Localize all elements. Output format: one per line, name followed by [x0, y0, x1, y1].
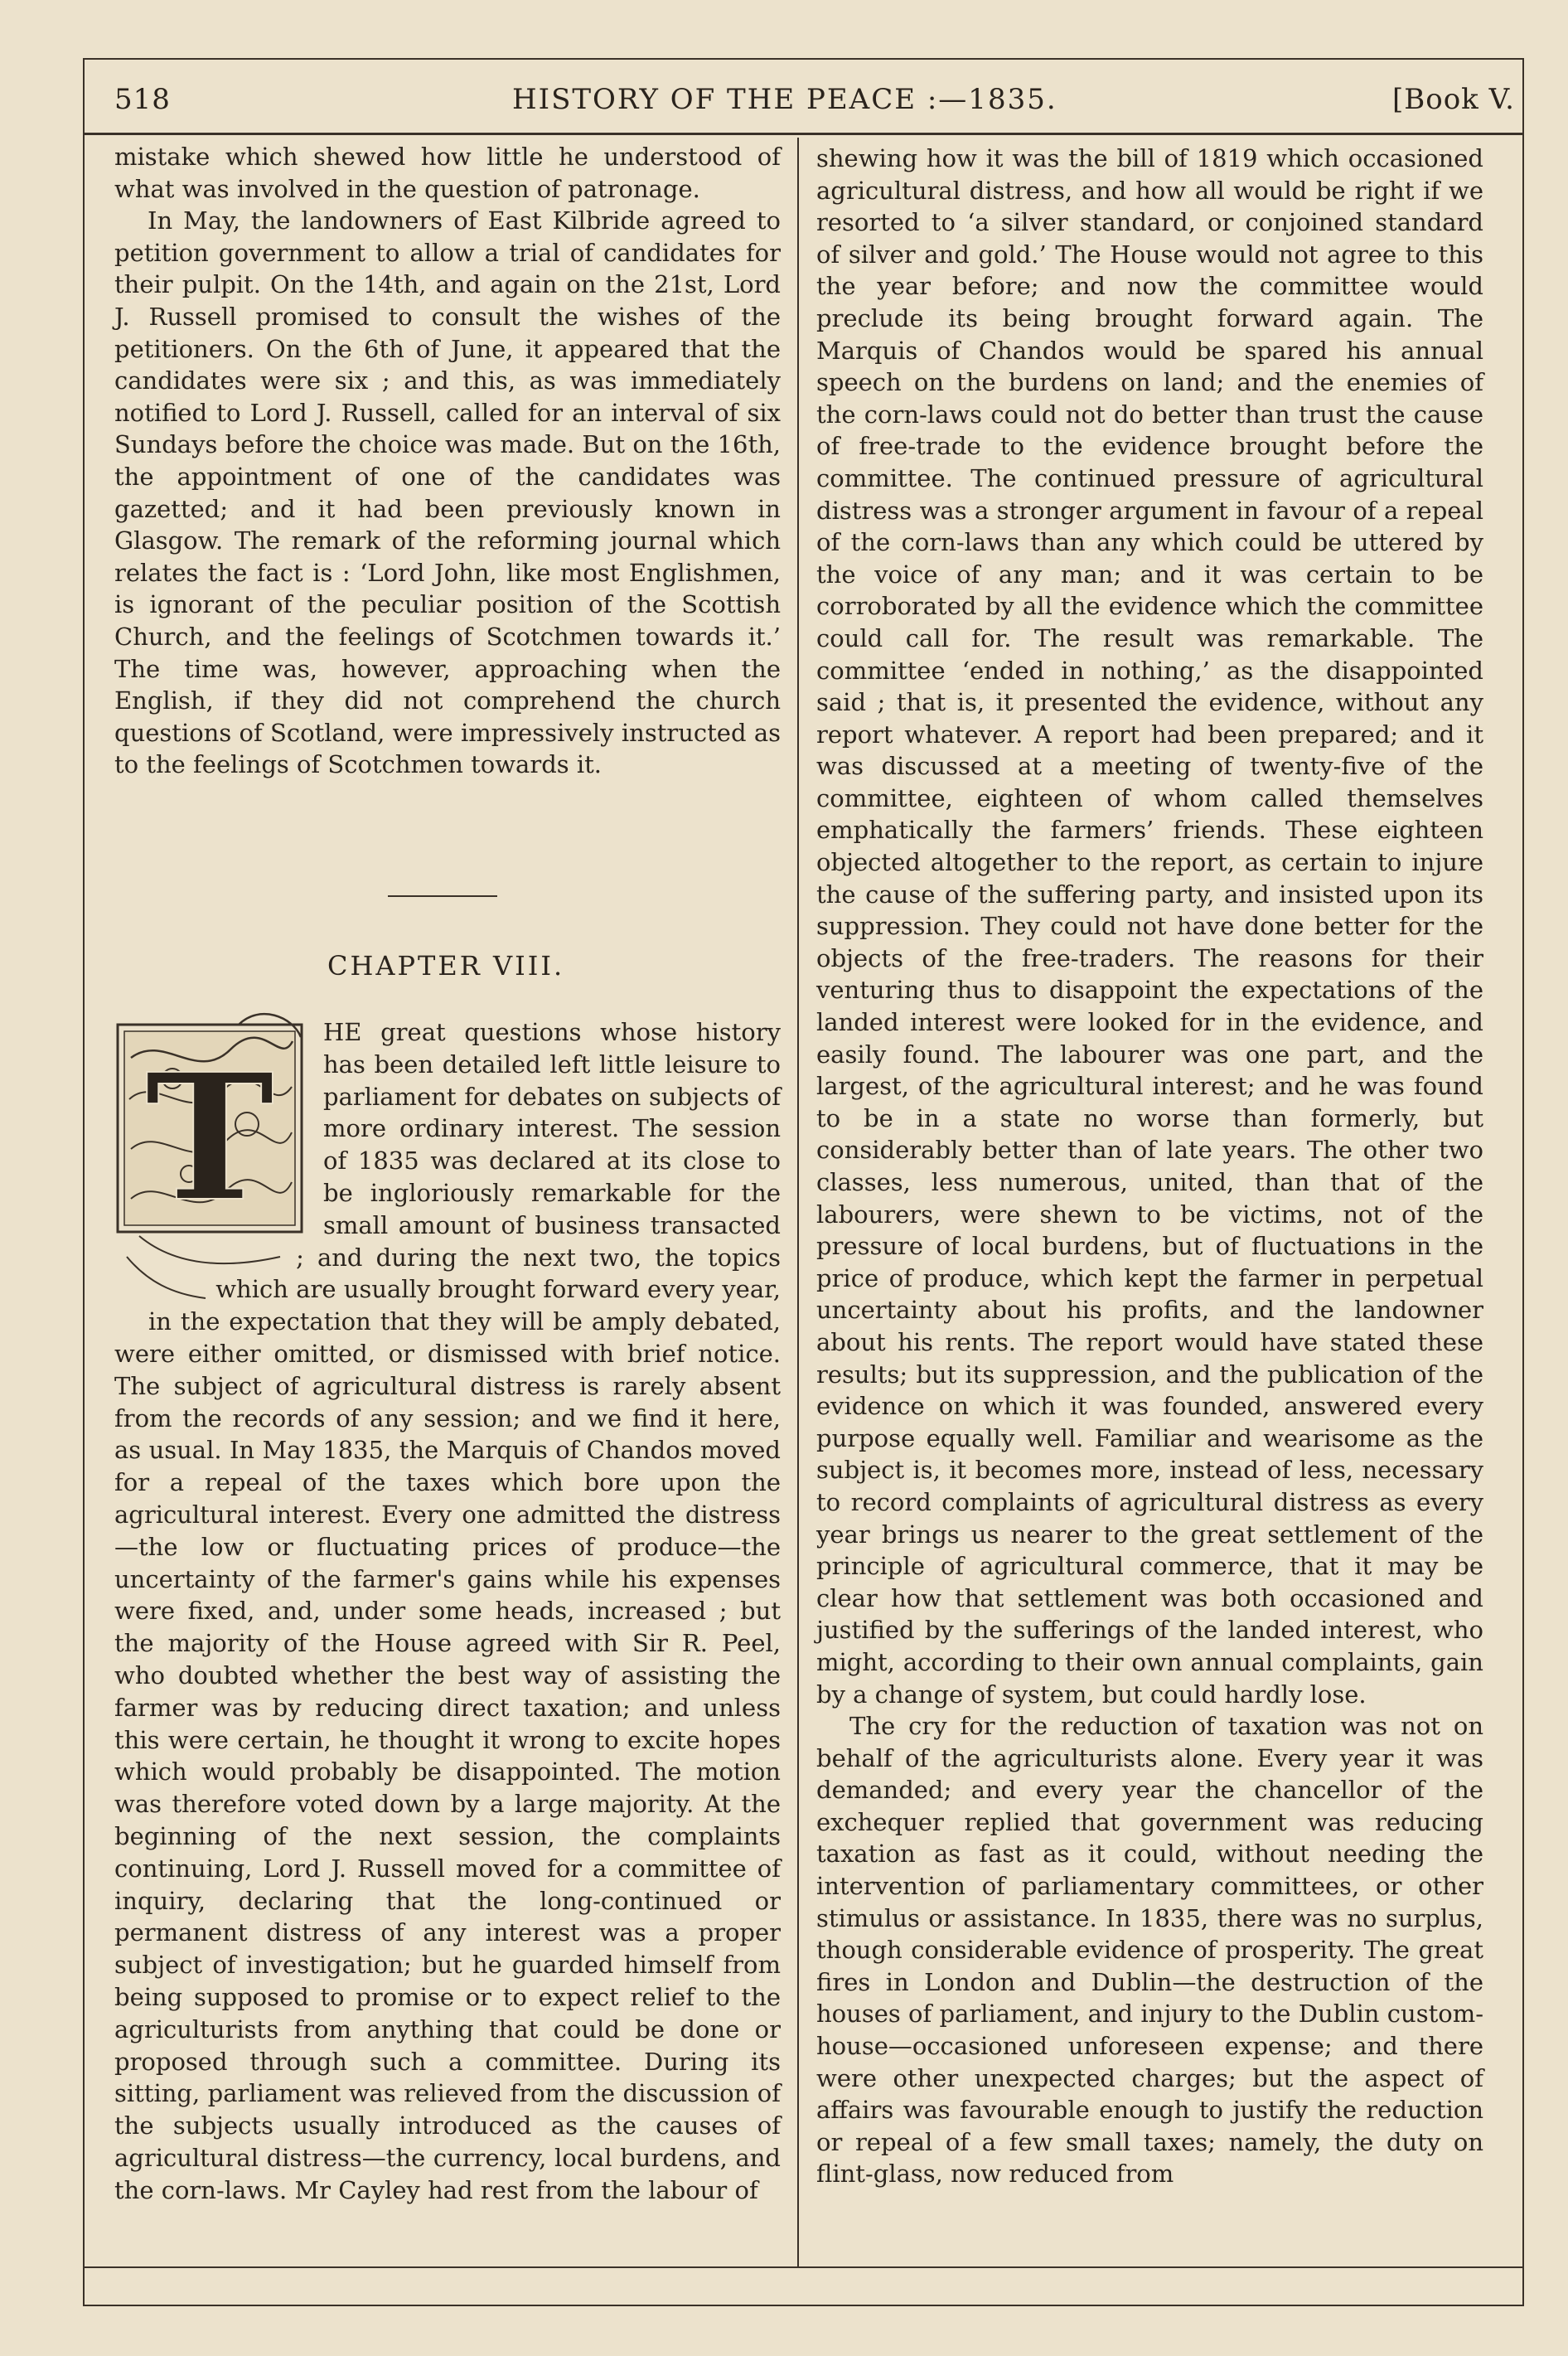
chapter-heading: CHAPTER VIII. [327, 950, 565, 982]
svg-text:T: T [144, 1035, 275, 1240]
running-header [114, 83, 1515, 133]
right-column [816, 143, 1483, 2190]
book-label: [Book V. [1391, 83, 1515, 116]
right-paragraph-1: shewing how it was the bill of 1819 which occasioned agricultural distress, and how all would be right if we resorted to ‘a silver standard, or conjoined standard of silver and gold.’ The House would not agree to this the year before; and now the committee would preclude its being brought forward again. The Marquis of Chandos would be spared his annual speech on the burdens on land; and the enemies of the corn-laws could not do better than trust the cause of free-trade to the evidence brought before the committee. The continued pressure of agricultural distress was a stronger argument in favour of a repeal of the corn-laws than any which could be uttered by the voice of any man; and it was certain to be corroborated by all the evidence which the committee could call for. The result was remarkable. The committee ‘ended in nothing,’ as the disappointed said ; that is, it presented the evidence, without any report whatever. A report had been prepared; and it was discussed at a meeting of twenty-five of the committee, eighteen of whom called themselves emphatically the farmers’ friends. These eighteen objected altogether to the report, as certain to injure the cause of the suffering party, and insisted upon its suppression. They could not have done better for the objects of the free-traders. The reasons for their venturing thus to disappoint the expectations of the landed interest were looked for in the evidence, and easily found. The labourer was one part, and the largest, of the agricultural interest; and he was found to be in a state no worse than formerly, but considerably better than of late years. The other two classes, less numerous, united, than that of the labourers, were shewn to be victims, not of the pressure of local burdens, but of fluctuations in the price of produce, which kept the farmer in perpetual uncertainty about his profits, and the landowner about his rents. The report would have stated these results; but its suppression, and the publication of the evidence on which it was founded, answered every purpose equally well. Familiar and wearisome as the subject is, it becomes more, instead of less, necessary to record complaints of agricultural distress as every year brings us nearer to the great settlement of the principle of agricultural commerce, that it may be clear how that settlement was both occasioned and justified by the sufferings of the landed interest, who might, according to their own annual complaints, gain by a change of system, but could hardly lose. [816, 144, 1483, 1709]
left-paragraph-1: mistake which shewed how little he understood of what was involved in the question of patronage. [114, 143, 781, 203]
chapter-body [114, 1016, 781, 2206]
chapter-text: HE great questions whose history has been detailed left little leisure to parliament for debates on subjects of more ordinary interest. The session of 1835 was declared at its close to be ingloriously remarkable for the small amount of business transacted ; and during the next two, the topics which are usually brought forward every year, in the expectation that they will be amply debated, were either omitted, or dismissed with brief notice. The subject of agricultural distress is rarely absent from the records of any session; and we find it here, as usual. In May 1835, the Marquis of Chandos moved for a repeal of the taxes which bore upon the agricultural interest. Every one admitted the distress—the low or fluctuating prices of produce—the uncertainty of the farmer's gains while his expenses were fixed, and, under some heads, increased ; but the majority of the House agreed with Sir R. Peel, who doubted whether the best way of assisting the farmer was by reducing direct taxation; and unless this were certain, he thought it wrong to excite hopes which would probably be disappointed. The motion was therefore voted down by a large majority. At the beginning of the next session, the complaints continuing, Lord J. Russell moved for a committee of inquiry, declaring that the long-continued or permanent distress of any interest was a proper subject of investigation; but he guarded himself from being supposed to promise or to expect relief to the agriculturists from anything that could be done or proposed through such a committee. During its sitting, parliament was relieved from the discussion of the subjects usually introduced as the causes of agricultural distress—the currency, local burdens, and the corn-laws. Mr Cayley had rest from the labour of [114, 1018, 781, 2204]
header-rule [83, 133, 1522, 135]
left-paragraph-2: In May, the landowners of East Kilbride agreed to petition government to allow a trial of candidates for their pulpit. On the 14th, and again on the 21st, Lord J. Russell promised to consult the wishes of the petitioners. On the 6th of June, it appeared that the candidates were six ; and this, as was immediately notified to Lord J. Russell, called for an interval of six Sundays before the choice was made. But on the 16th, the appointment of one of the candidates was gazetted; and it had been previously known in Glasgow. The remark of the reforming journal which relates the fact is : ‘Lord John, like most Englishmen, is ignorant of the peculiar position of the Scottish Church, and the feelings of Scotchmen towards it.’ The time was, however, approaching when the English, if they did not comprehend the church questions of Scotland, were impressively instructed as to the feelings of Scotchmen towards it. [114, 206, 781, 779]
right-paragraph-2: The cry for the reduction of taxation was not on behalf of the agriculturists alone. Every year it was demanded; and every year the chancellor of the exchequer replied that government was reducing taxation as fast as it could, without needing the intervention of parliamentary committees, or other stimulus or assistance. In 1835, there was no surplus, though considerable evidence of prosperity. The great fires in London and Dublin—the destruction of the houses of parliament, and injury to the Dublin custom-house—occasioned unforeseen expense; and there were other unexpected charges; but the aspect of affairs was favourable enough to justify the reduction or repeal of a few small taxes; namely, the duty on flint-glass, now reduced from [816, 1712, 1483, 2189]
footer-rule [83, 2266, 1522, 2268]
page-number: 518 [114, 83, 171, 116]
section-separator [388, 895, 497, 897]
column-rule [797, 138, 799, 2266]
running-title: HISTORY OF THE PEACE :—1835. [512, 83, 1057, 116]
left-column [114, 141, 781, 781]
ornamental-dropcap-icon [114, 1008, 313, 1315]
